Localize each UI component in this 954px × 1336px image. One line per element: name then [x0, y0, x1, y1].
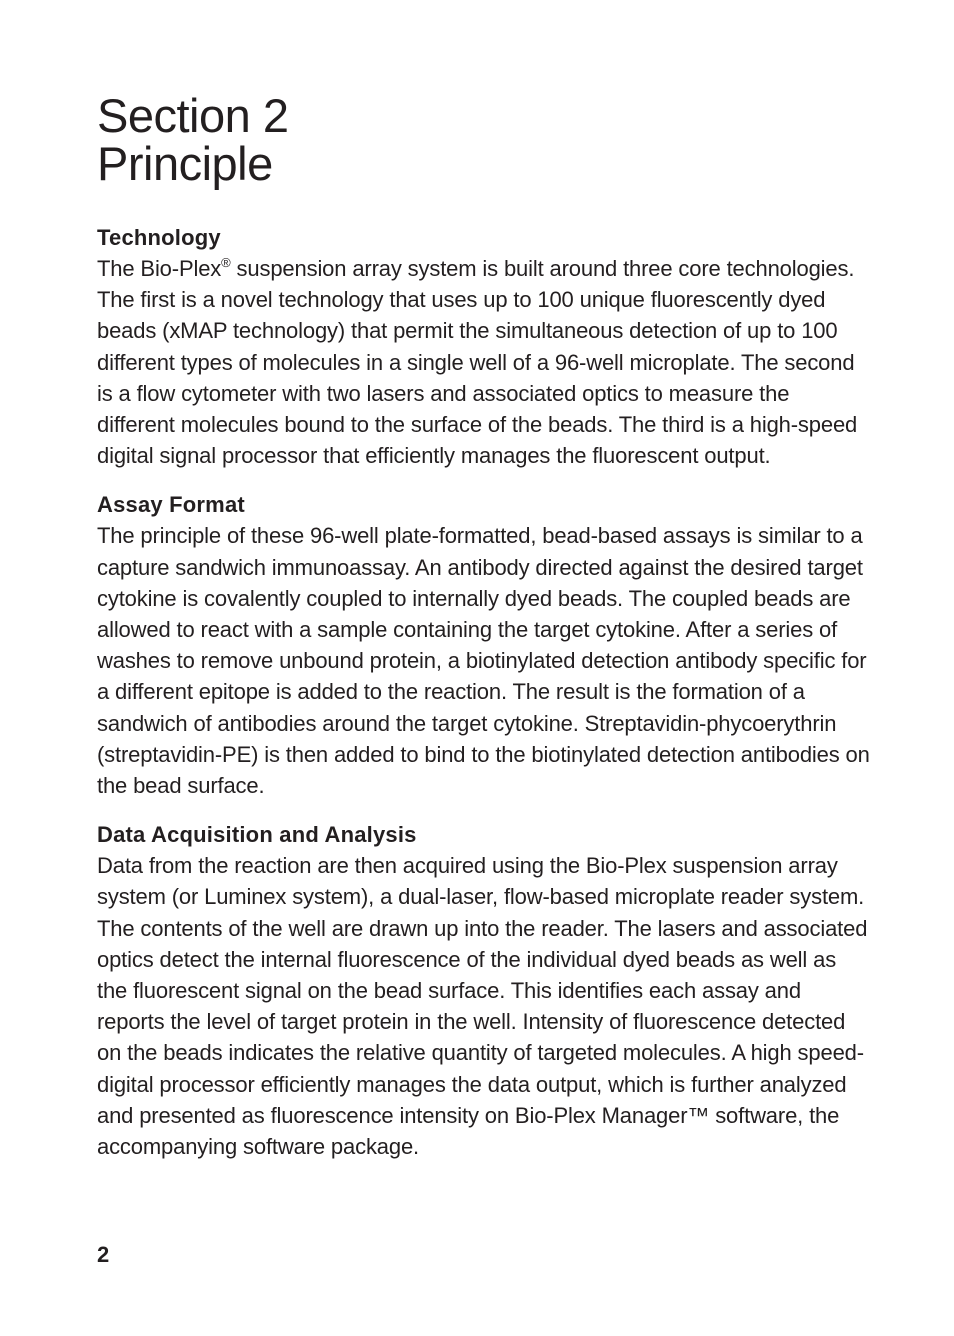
- assay-format-section: [97, 490, 872, 801]
- page-content: [97, 89, 872, 1162]
- technology-body: [97, 253, 872, 471]
- data-acquisition-section: [97, 820, 872, 1162]
- page-number: 2: [97, 1242, 110, 1267]
- assay-format-body: The principle of these 96-well plate-formatted, bead-based assays is similar to a capture sandwich immunoassay. An antibody directed against the desired target cytokine is covalently coupled to internally dyed beads. The coupled beads are allowed to react with a sample containing the target cytokine. After a series of washes to remove unbound protein, a biotinylated detection antibody specific for a different epitope is added to the reaction. The result is the formation of a sandwich of antibodies around the target cytokine. Streptavidin-phycoerythrin (streptavidin-PE) is then added to bind to the biotinylated detection antibodies on the bead surface.: [97, 523, 870, 799]
- section-title: [97, 89, 872, 190]
- technology-text: suspension array system is built around three core technologies. The first is a novel technology that uses up to 100 unique fluorescently dyed beads (xMAP technology) that permit the simultaneous detection of up to 100 different types of molecules in a single well of a 96-well microplate. The second is a flow cytometer with two lasers and associated optics to measure the different molecules bound to the surface of the beads. The third is a high-speed digital signal processor that efficiently manages the fluorescent output.: [97, 256, 858, 469]
- registered-mark: ®: [221, 255, 231, 270]
- assay-format-heading: Assay Format: [97, 492, 245, 518]
- technology-section: [97, 223, 872, 471]
- data-acquisition-body: Data from the reaction are then acquired using the Bio-Plex suspension array system (or Luminex system), a dual-laser, flow-based microplate reader system. The contents of the well are drawn up into the reader. The lasers and associated optics detect the internal fluorescence of the individual dyed beads as well as the fluorescent signal on the bead surface. This identifies each assay and reports the level of target protein in the well. Intensity of fluorescence detected on the beads indicates the relative quantity of targeted molecules. A high speed-digital processor efficiently manages the data output, which is further analyzed and presented as fluorescence intensity on Bio-Plex Manager™ software, the accompanying software package.: [97, 853, 868, 1160]
- section-label: Section 2: [97, 89, 289, 142]
- technology-heading: Technology: [97, 225, 221, 250]
- data-acquisition-heading: Data Acquisition and Analysis: [97, 822, 417, 848]
- technology-lead: The Bio-Plex: [97, 256, 222, 281]
- section-name: Principle: [97, 137, 273, 190]
